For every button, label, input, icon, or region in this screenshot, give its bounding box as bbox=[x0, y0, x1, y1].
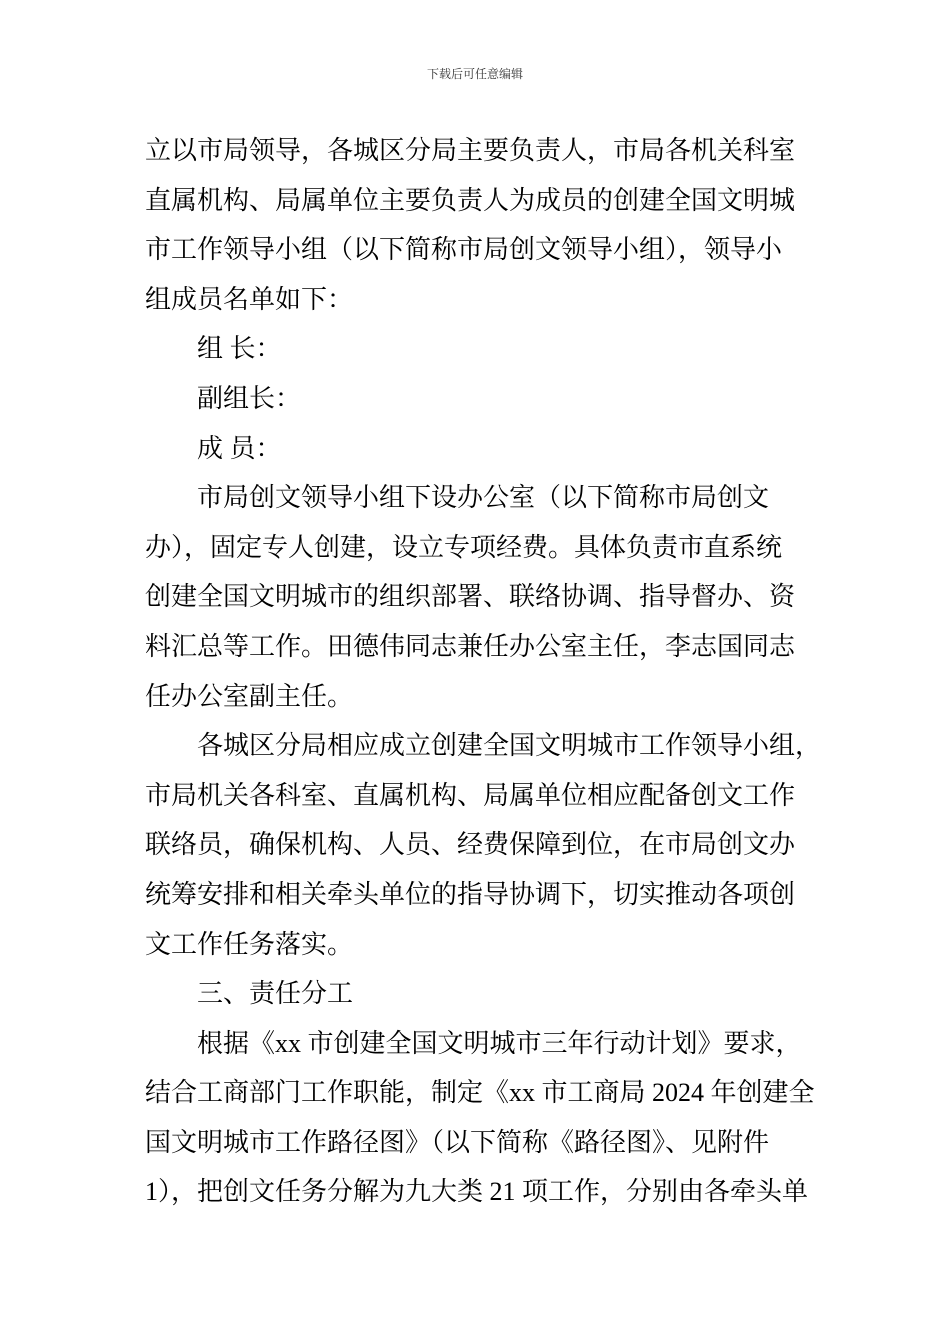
text-line: 直属机构、局属单位主要负责人为成员的创建全国文明城 bbox=[145, 185, 796, 215]
text-line: 市局机关各科室、直属机构、局属单位相应配备创文工作 bbox=[145, 780, 796, 810]
text-line: 成 员： bbox=[197, 433, 282, 463]
text-line: 组 长： bbox=[197, 334, 282, 364]
text-line: 立以市局领导，各城区分局主要负责人，市局各机关科室 bbox=[145, 136, 796, 165]
text-line: 副组长： bbox=[197, 383, 302, 413]
text-line: 组成员名单如下： bbox=[145, 284, 354, 314]
text-line: 市工作领导小组（以下简称市局创文领导小组），领导小 bbox=[145, 235, 783, 265]
text-line: 结合工商部门工作职能，制定《xx 市工商局 2024 年创建全 bbox=[145, 1078, 815, 1108]
text-line: 各城区分局相应成立创建全国文明城市工作领导小组， bbox=[197, 731, 822, 761]
text-line: 任办公室副主任。 bbox=[145, 681, 354, 711]
text-line: 1），把创文任务分解为九大类 21 项工作，分别由各牵头单 bbox=[145, 1177, 809, 1207]
page-header: 下载后可任意编辑 bbox=[426, 67, 523, 81]
text-line: 三、责任分工 bbox=[197, 979, 354, 1009]
text-line: 料汇总等工作。田德伟同志兼任办公室主任，李志国同志 bbox=[145, 631, 796, 661]
text-line: 联络员，确保机构、人员、经费保障到位，在市局创文办 bbox=[145, 830, 796, 860]
text-line: 文工作任务落实。 bbox=[145, 929, 354, 959]
text-line: 统筹安排和相关牵头单位的指导协调下，切实推动各项创 bbox=[145, 879, 796, 909]
document-body bbox=[145, 126, 825, 1217]
text-line: 国文明城市工作路径图》（以下简称《路径图》、见附件 bbox=[145, 1127, 770, 1157]
text-line: 市局创文领导小组下设办公室（以下简称市局创文 bbox=[197, 483, 770, 513]
text-line: 根据《xx 市创建全国文明城市三年行动计划》要求， bbox=[197, 1028, 802, 1058]
text-line: 创建全国文明城市的组织部署、联络协调、指导督办、资 bbox=[145, 582, 796, 612]
text-line: 办），固定专人创建，设立专项经费。具体负责市直系统 bbox=[145, 532, 783, 562]
